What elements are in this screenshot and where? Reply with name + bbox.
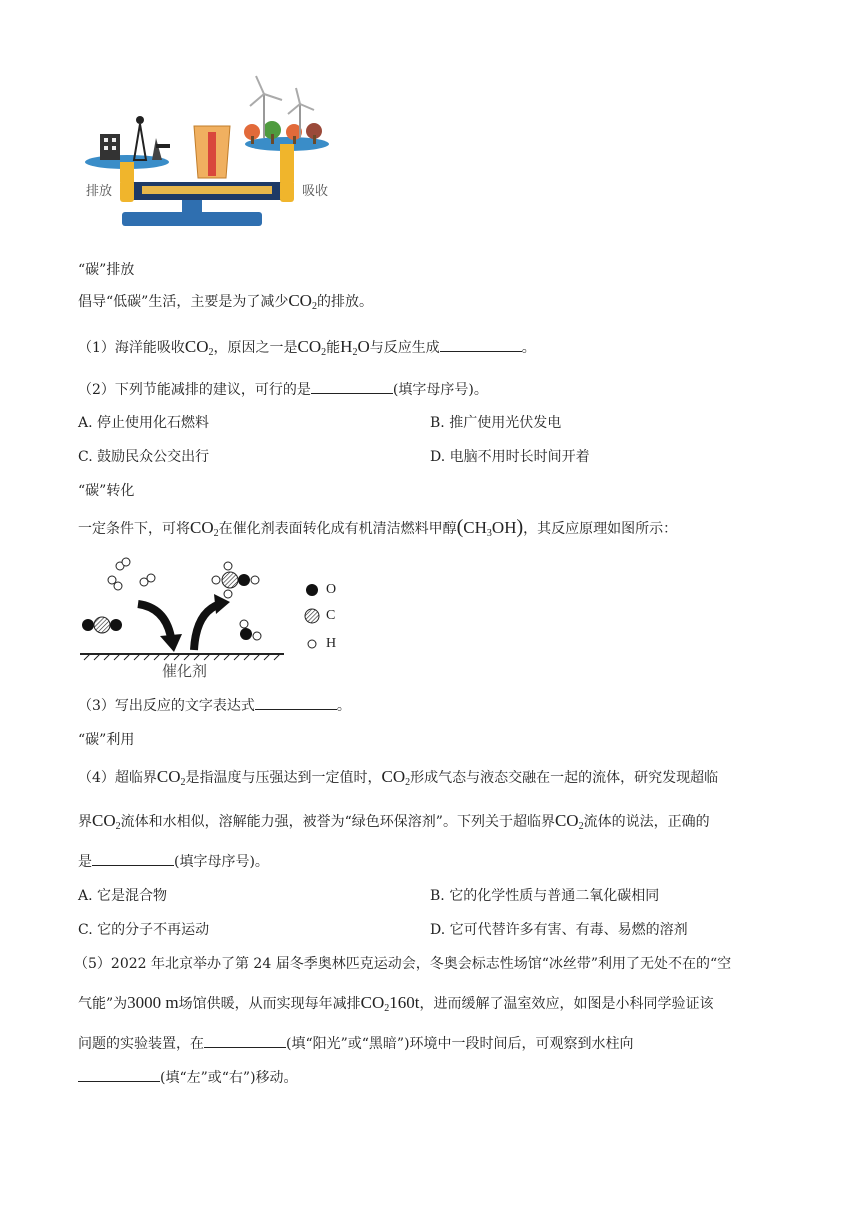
conversion-paragraph: 一定条件下，可将$CO_2$在催化剂表面转化成有机清洁燃料甲醇$(CH_3OH)$，其反应原理如图所示： xyxy=(78,516,678,539)
question-3: （3）写出反应的文字表达式 。 xyxy=(78,698,351,714)
legend-c-label: C xyxy=(326,608,336,623)
legend-o-label: O xyxy=(326,582,337,597)
section-heading-emission: “碳”排放 xyxy=(78,262,135,278)
section-heading-utilization: “碳”利用 xyxy=(78,732,135,748)
q2-option-c[interactable]: C. 鼓励民众公交出行 xyxy=(78,449,210,465)
reaction-mechanism-diagram xyxy=(80,552,350,682)
q2-option-b[interactable]: B. 推广使用光伏发电 xyxy=(430,415,562,431)
q2-option-d[interactable]: D. 电脑不用时长时间开着 xyxy=(430,449,590,465)
question-5-line-3: 问题的实验装置，在 (填“阳光”或“黑暗”)环境中一段时间后，可观察到水柱向 xyxy=(78,1036,634,1052)
q4-option-d[interactable]: D. 它可代替许多有害、有毒、易燃的溶剂 xyxy=(430,922,688,938)
q4-option-a[interactable]: A. 它是混合物 xyxy=(78,888,168,904)
question-4-line-1: （4）超临界$CO_2$是指温度与压强达到一定值时，$CO_2$形成气态与液态交融在一起的流体，研究发现超临 xyxy=(78,767,719,788)
q4-option-b[interactable]: B. 它的化学性质与普通二氧化碳相同 xyxy=(430,888,660,904)
answer-blank-q5a[interactable] xyxy=(204,1035,286,1048)
question-5-line-4: (填“左”或“右”)移动。 xyxy=(78,1067,298,1087)
question-2: （2）下列节能减排的建议，可行的是 (填字母序号)。 xyxy=(78,382,488,398)
carbon-balance-illustration xyxy=(82,74,332,234)
catalyst-label: 催化剂 xyxy=(162,663,208,680)
question-1: （1）海洋能吸收$CO_2$，原因之一是$CO_2$能$H_2O$与反应生成 。 xyxy=(78,337,536,358)
question-4-line-2: 界$CO_2$流体和水相似，溶解能力强，被誉为“绿色环保溶剂”。下列关于超临界$CO_2$流体的说法，正确的 xyxy=(78,811,710,832)
answer-blank-q1[interactable] xyxy=(440,339,522,352)
q2-option-a[interactable]: A. 停止使用化石燃料 xyxy=(78,415,210,431)
question-5-line-1: （5）2022 年北京举办了第 24 届冬季奥林匹克运动会，冬奥会标志性场馆“冰丝带”利用了无处不在的“空 xyxy=(74,956,732,972)
answer-blank-q5b[interactable] xyxy=(78,1069,160,1082)
question-4-line-3: 是 (填字母序号)。 xyxy=(78,854,269,870)
balance-right-label: 吸收 xyxy=(302,184,329,199)
balance-left-label: 排放 xyxy=(86,184,113,199)
answer-blank-q3[interactable] xyxy=(255,697,337,710)
legend-h-label: H xyxy=(326,636,337,651)
q4-option-c[interactable]: C. 它的分子不再运动 xyxy=(78,922,210,938)
answer-blank-q2[interactable] xyxy=(311,381,393,394)
section-heading-conversion: “碳”转化 xyxy=(78,483,135,499)
answer-blank-q4[interactable] xyxy=(92,853,174,866)
question-5-line-2: 气能”为3000 m场馆供暖，从而实现每年减排$CO_2160t$，进而缓解了温室效应，如图是小科同学验证该 xyxy=(78,993,714,1014)
intro-paragraph: 倡导“低碳”生活，主要是为了减少$CO_2$的排放。 xyxy=(78,291,373,312)
